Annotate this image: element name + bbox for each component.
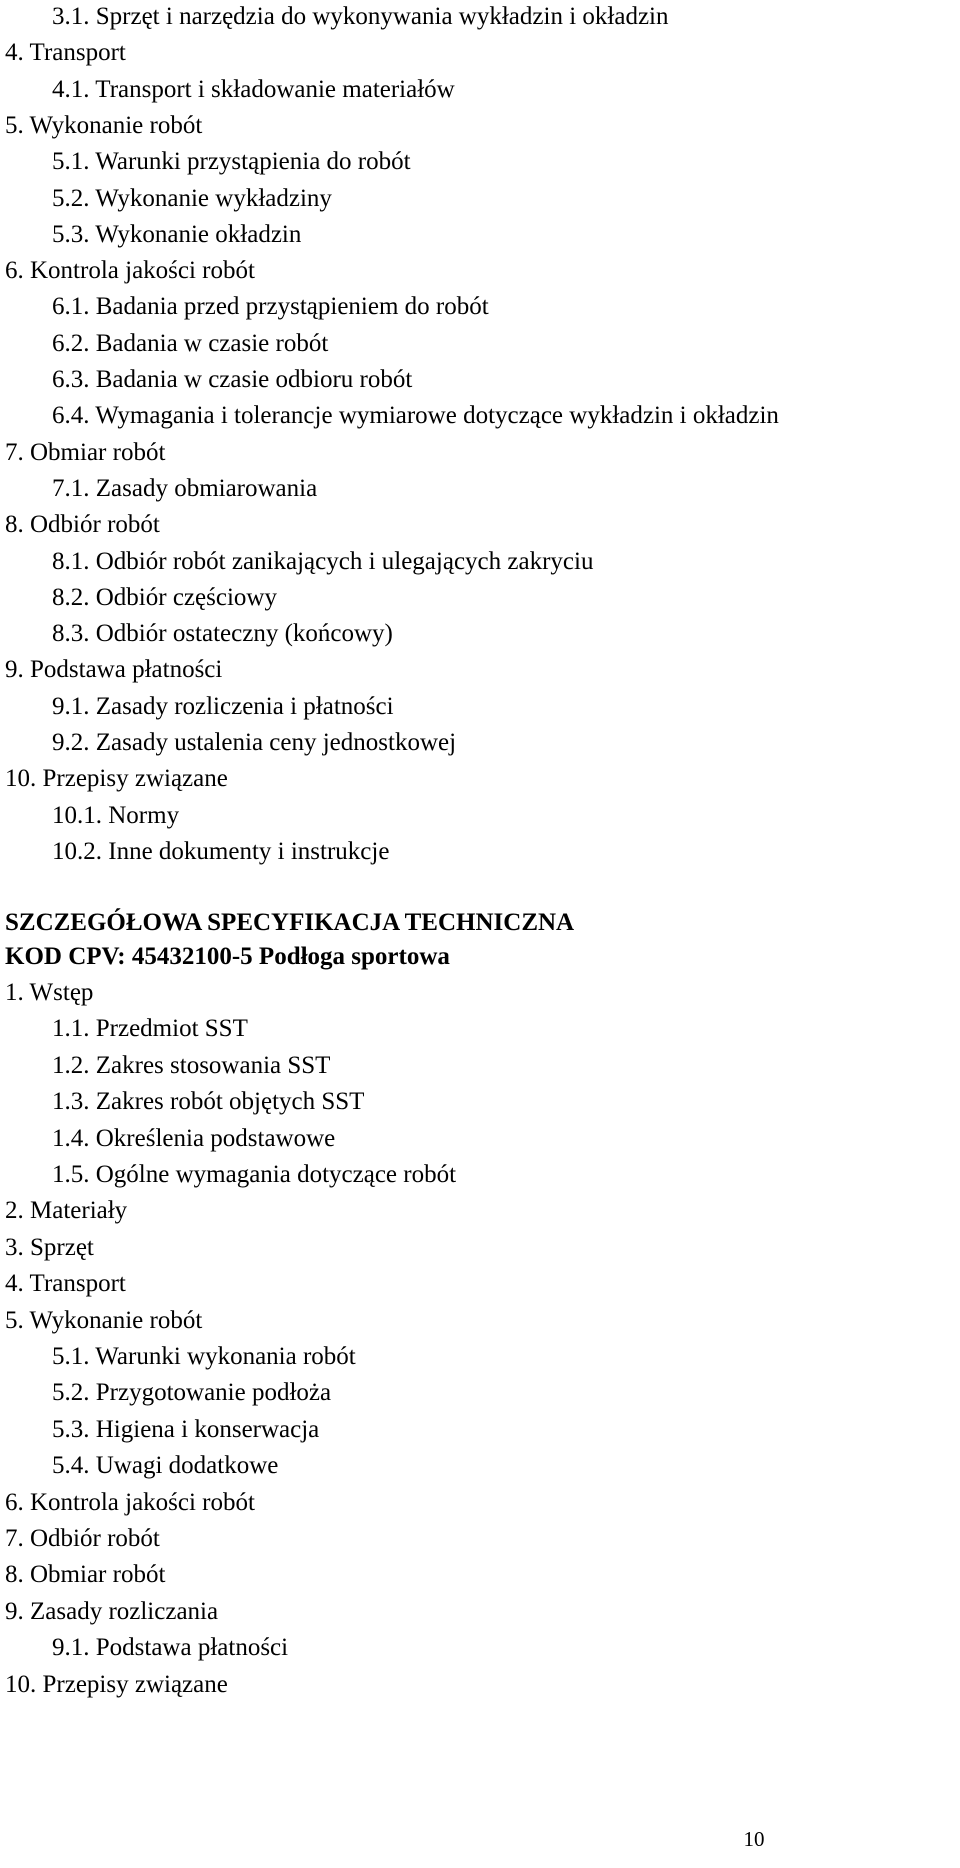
toc-subsection-item: 5.1. Warunki przystąpienia do robót	[52, 148, 411, 176]
toc-section-item: 5. Wykonanie robót	[5, 111, 203, 139]
toc-subsection-item: 1.1. Przedmiot SST	[52, 1015, 248, 1043]
toc-section-item: 4. Transport	[5, 1270, 126, 1298]
toc-section-item: 3. Sprzęt	[5, 1233, 94, 1261]
toc-subsection-item: 9.1. Podstawa płatności	[52, 1634, 289, 1662]
toc-subsection-item: 6.1. Badania przed przystąpieniem do robót	[52, 293, 489, 321]
toc-section-item: 7. Obmiar robót	[5, 438, 166, 466]
toc-subsection-item: 6.2. Badania w czasie robót	[52, 329, 329, 357]
toc-subsection-item: 10.1. Normy	[52, 801, 180, 829]
spec-title: SZCZEGÓŁOWA SPECYFIKACJA TECHNICZNA	[5, 909, 575, 936]
toc-subsection-item: 5.3. Higiena i konserwacja	[52, 1415, 320, 1443]
page-number: 10	[743, 1827, 765, 1851]
toc-subsection-item: 1.2. Zakres stosowania SST	[52, 1051, 331, 1079]
toc-subsection-item: 1.3. Zakres robót objętych SST	[52, 1088, 365, 1116]
toc-subsection-item: 9.1. Zasady rozliczenia i płatności	[52, 692, 394, 720]
toc-section-item: 6. Kontrola jakości robót	[5, 257, 255, 285]
toc-subsection-item: 9.2. Zasady ustalenia ceny jednostkowej	[52, 729, 457, 756]
toc-subsection-item: 1.5. Ogólne wymagania dotyczące robót	[52, 1161, 457, 1188]
toc-section-item: 1. Wstęp	[5, 979, 94, 1006]
toc-subsection-item: 1.4. Określenia podstawowe	[52, 1124, 336, 1152]
toc-subsection-item: 3.1. Sprzęt i narzędzia do wykonywania wykładzin i okładzin	[52, 3, 669, 30]
toc-section-item: 7. Odbiór robót	[5, 1525, 160, 1552]
toc-subsection-item: 8.2. Odbiór częściowy	[52, 583, 277, 611]
toc-section-item: 10. Przepisy związane	[5, 1670, 228, 1698]
toc-subsection-item: 5.4. Uwagi dodatkowe	[52, 1452, 279, 1480]
toc-section-item: 6. Kontrola jakości robót	[5, 1488, 255, 1516]
spec-code: KOD CPV: 45432100-5 Podłoga sportowa	[5, 943, 450, 970]
toc-section-item: 2. Materiały	[5, 1197, 128, 1225]
toc-section-item: 8. Odbiór robót	[5, 511, 160, 539]
toc-subsection-item: 7.1. Zasady obmiarowania	[52, 474, 318, 502]
toc-subsection-item: 6.4. Wymagania i tolerancje wymiarowe dotyczące wykładzin i okładzin	[52, 402, 779, 430]
toc-subsection-item: 5.2. Wykonanie wykładziny	[52, 184, 332, 212]
toc-subsection-item: 4.1. Transport i składowanie materiałów	[52, 75, 455, 103]
toc-section-item: 8. Obmiar robót	[5, 1561, 166, 1589]
toc-subsection-item: 10.2. Inne dokumenty i instrukcje	[52, 837, 390, 865]
toc-section-item: 9. Podstawa płatności	[5, 656, 223, 684]
toc-subsection-item: 5.1. Warunki wykonania robót	[52, 1343, 356, 1370]
toc-subsection-item: 5.2. Przygotowanie podłoża	[52, 1379, 332, 1407]
toc-subsection-item: 6.3. Badania w czasie odbioru robót	[52, 366, 413, 393]
toc-section-item: 4. Transport	[5, 39, 126, 67]
toc-subsection-item: 5.3. Wykonanie okładzin	[52, 220, 302, 248]
toc-subsection-item: 8.1. Odbiór robót zanikających i ulegających zakryciu	[52, 547, 594, 575]
toc-subsection-item: 8.3. Odbiór ostateczny (końcowy)	[52, 620, 393, 648]
toc-section-item: 10. Przepisy związane	[5, 765, 228, 793]
toc-section-item: 9. Zasady rozliczania	[5, 1597, 219, 1625]
toc-section-item: 5. Wykonanie robót	[5, 1306, 203, 1334]
